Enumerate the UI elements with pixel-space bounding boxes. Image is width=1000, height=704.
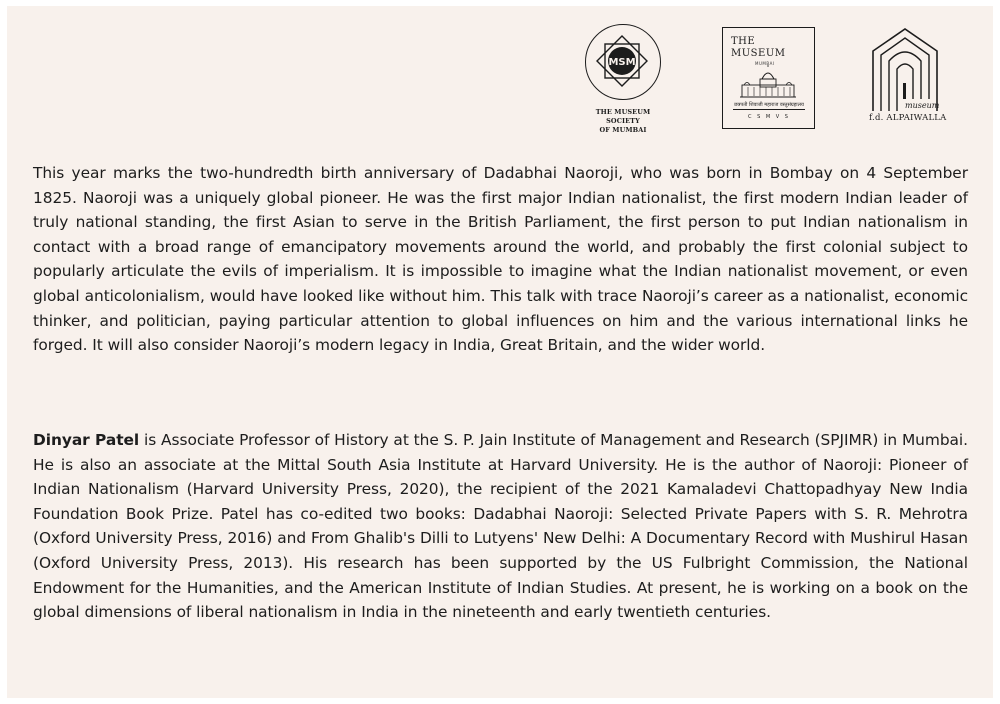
csmvs-divider [733,109,805,110]
csmvs-logo [722,27,815,129]
alpaiwalla-name: f.d. ALPAIWALLA [869,113,947,123]
logo-row [7,24,993,144]
alpaiwalla-museum-logo [867,25,947,133]
csmvs-city: MUMBAI [755,61,775,66]
csmvs-title [731,36,785,60]
csmvs-title-line1: THE [731,36,756,47]
museum-society-logo [583,24,683,136]
csmvs-code: C S M V S [748,114,790,120]
document-page [7,6,993,698]
msm-name-line2: OF MUMBAI [599,126,647,134]
csmvs-devanagari-name: छत्रपती शिवाजी महाराज वस्तुसंग्रहालय [734,102,804,108]
museum-society-name [583,108,663,135]
alpaiwalla-museum-word: museum [905,101,940,110]
msm-mark-text: MSM [608,57,636,68]
speaker-bio-text: is Associate Professor of History at the S. P. Jain Institute of Management and Research (SPJIMR) in Mumbai. He is also an associate at the Mittal South Asia Institute at Harvard University. He is the author of Naoroji: Pioneer of Indian Nationalism (Harvard University Press, 2020), the recipient of the 2021 Kamaladevi Chattopadhyay New India Foundation Book Prize. Patel has co-edited two books: Dadabhai Naoroji: Selected Private Papers with S. R. Mehrotra (Oxford University Press, 2016) and From Ghalib's Dilli to Lutyens' New Delhi: A Documentary Record with Mushirul Hasan (Oxford University Press, 2013). His research has been supported by the US Fulbright Commission, the National Endowment for the Humanities, and the American Institute of Indian Studies. At present, he is working on a book on the global dimensions of liberal nationalism in India in the nineteenth and early twentieth centuries. [33,431,968,622]
speaker-bio-paragraph [33,428,968,625]
speaker-name: Dinyar Patel [33,431,140,449]
museum-building-icon [738,65,798,101]
alpaiwalla-arch-icon [867,25,943,111]
msm-emblem-icon [596,35,648,87]
talk-description-paragraph: This year marks the two-hundredth birth anniversary of Dadabhai Naoroji, who was born in Bombay on 4 September 1825. Naoroji was a uniquely global pioneer. He was the first major Indian nationalist, the first modern Indian leader of truly national standing, the first Asian to serve in the British Parliament, the first person to put Indian nationalism in contact with a broad range of emancipatory movements around the world, and probably the first colonial subject to popularly articulate the evils of imperialism. It is impossible to imagine what the Indian nationalist movement, or even global anticolonialism, would have looked like without him. This talk with trace Naoroji’s career as a nationalist, economic thinker, and politician, paying particular attention to global influences on him and the various international links he forged. It will also consider Naoroji’s modern legacy in India, Great Britain, and the wider world. [33,164,968,355]
csmvs-title-line2: MUSEUM [731,48,786,59]
msm-name-line1: THE MUSEUM SOCIETY [595,108,651,125]
